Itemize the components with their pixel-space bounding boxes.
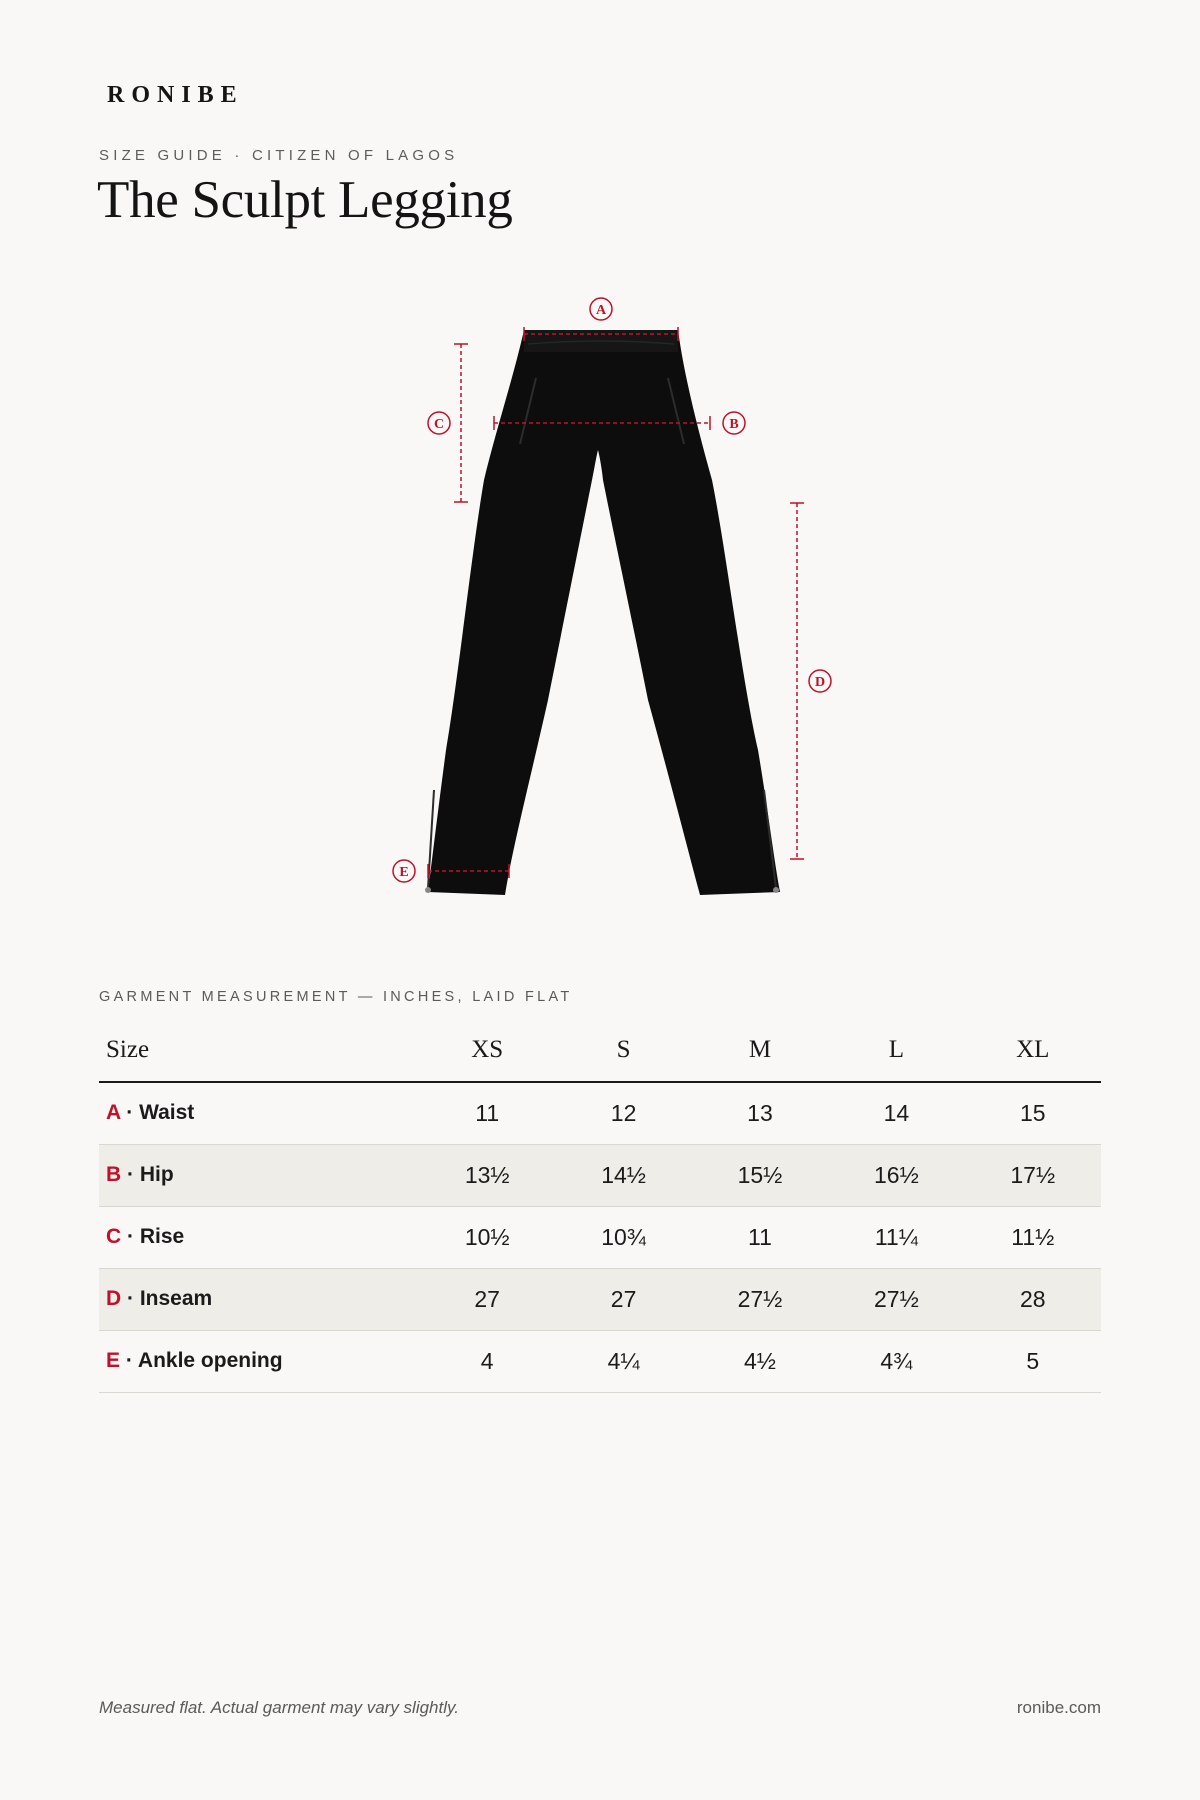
marker-a [590,298,612,320]
table-cell: 27 [419,1268,555,1330]
row-separator: · [121,1225,140,1248]
row-name: Hip [139,1163,174,1186]
table-cell: 15½ [692,1144,828,1206]
table-cell: 4¼ [555,1330,691,1392]
header-size-label: Size [99,1018,419,1082]
row-label [99,1330,419,1392]
table-cell: 17½ [965,1144,1101,1206]
row-label [99,1144,419,1206]
svg-text:C: C [433,417,445,432]
table-header-row [99,1018,1101,1082]
eyebrow: SIZE GUIDE · CITIZEN OF LAGOS [99,147,459,164]
table-cell: 27½ [828,1268,964,1330]
marker-d [809,670,831,692]
svg-text:E: E [399,865,409,880]
marker-b [723,412,745,434]
size-chart-table [99,1018,1101,1393]
row-name: Rise [139,1225,185,1248]
row-name: Inseam [139,1287,213,1310]
header-size-s: S [555,1018,691,1082]
measure-inseam-line [790,503,804,859]
row-letter: D [106,1287,122,1310]
table-cell: 14 [828,1082,964,1144]
row-separator: · [121,1287,140,1310]
table-cell: 11 [692,1206,828,1268]
svg-text:D: D [814,675,826,690]
table-cell: 4½ [692,1330,828,1392]
table-cell: 10¾ [555,1206,691,1268]
table-caption: GARMENT MEASUREMENT — INCHES, LAID FLAT [99,989,573,1005]
row-name: Waist [139,1101,195,1125]
table-cell: 15 [965,1082,1101,1144]
header-size-m: M [692,1018,828,1082]
svg-text:B: B [729,417,739,432]
row-separator: · [120,1349,138,1372]
garment-diagram [0,280,1200,920]
row-letter: A [106,1101,121,1125]
row-label [99,1082,419,1144]
table-cell: 27½ [692,1268,828,1330]
table-row [99,1206,1101,1268]
table-cell: 11 [419,1082,555,1144]
table-cell: 14½ [555,1144,691,1206]
row-name: Ankle opening [137,1349,283,1372]
table-row [99,1268,1101,1330]
table-cell: 4¾ [828,1330,964,1392]
table-cell: 27 [555,1268,691,1330]
header-size-l: L [828,1018,964,1082]
footer-website-link[interactable]: ronibe.com [1016,1698,1101,1717]
table-cell: 13½ [419,1144,555,1206]
table-row [99,1144,1101,1206]
header-size-xs: XS [419,1018,555,1082]
table-cell: 13 [692,1082,828,1144]
brand-logo: RONIBE [107,82,244,108]
table-cell: 10½ [419,1206,555,1268]
row-separator: · [121,1163,140,1186]
marker-c [428,412,450,434]
header-size-xl: XL [965,1018,1101,1082]
row-letter: E [106,1349,121,1372]
row-label [99,1268,419,1330]
footer-note: Measured flat. Actual garment may vary slightly. [99,1698,459,1717]
table-row [99,1330,1101,1392]
table-cell: 16½ [828,1144,964,1206]
page-title: The Sculpt Legging [97,171,513,229]
table-cell: 5 [965,1330,1101,1392]
measure-rise-line [454,344,468,502]
row-separator: · [120,1101,140,1125]
table-cell: 11½ [965,1206,1101,1268]
table-cell: 11¼ [828,1206,964,1268]
row-letter: B [106,1163,122,1186]
table-cell: 12 [555,1082,691,1144]
marker-e [393,860,415,882]
table-cell: 28 [965,1268,1101,1330]
row-label [99,1206,419,1268]
row-letter: C [106,1225,122,1248]
svg-text:A: A [595,303,607,318]
table-row [99,1082,1101,1144]
table-cell: 4 [419,1330,555,1392]
